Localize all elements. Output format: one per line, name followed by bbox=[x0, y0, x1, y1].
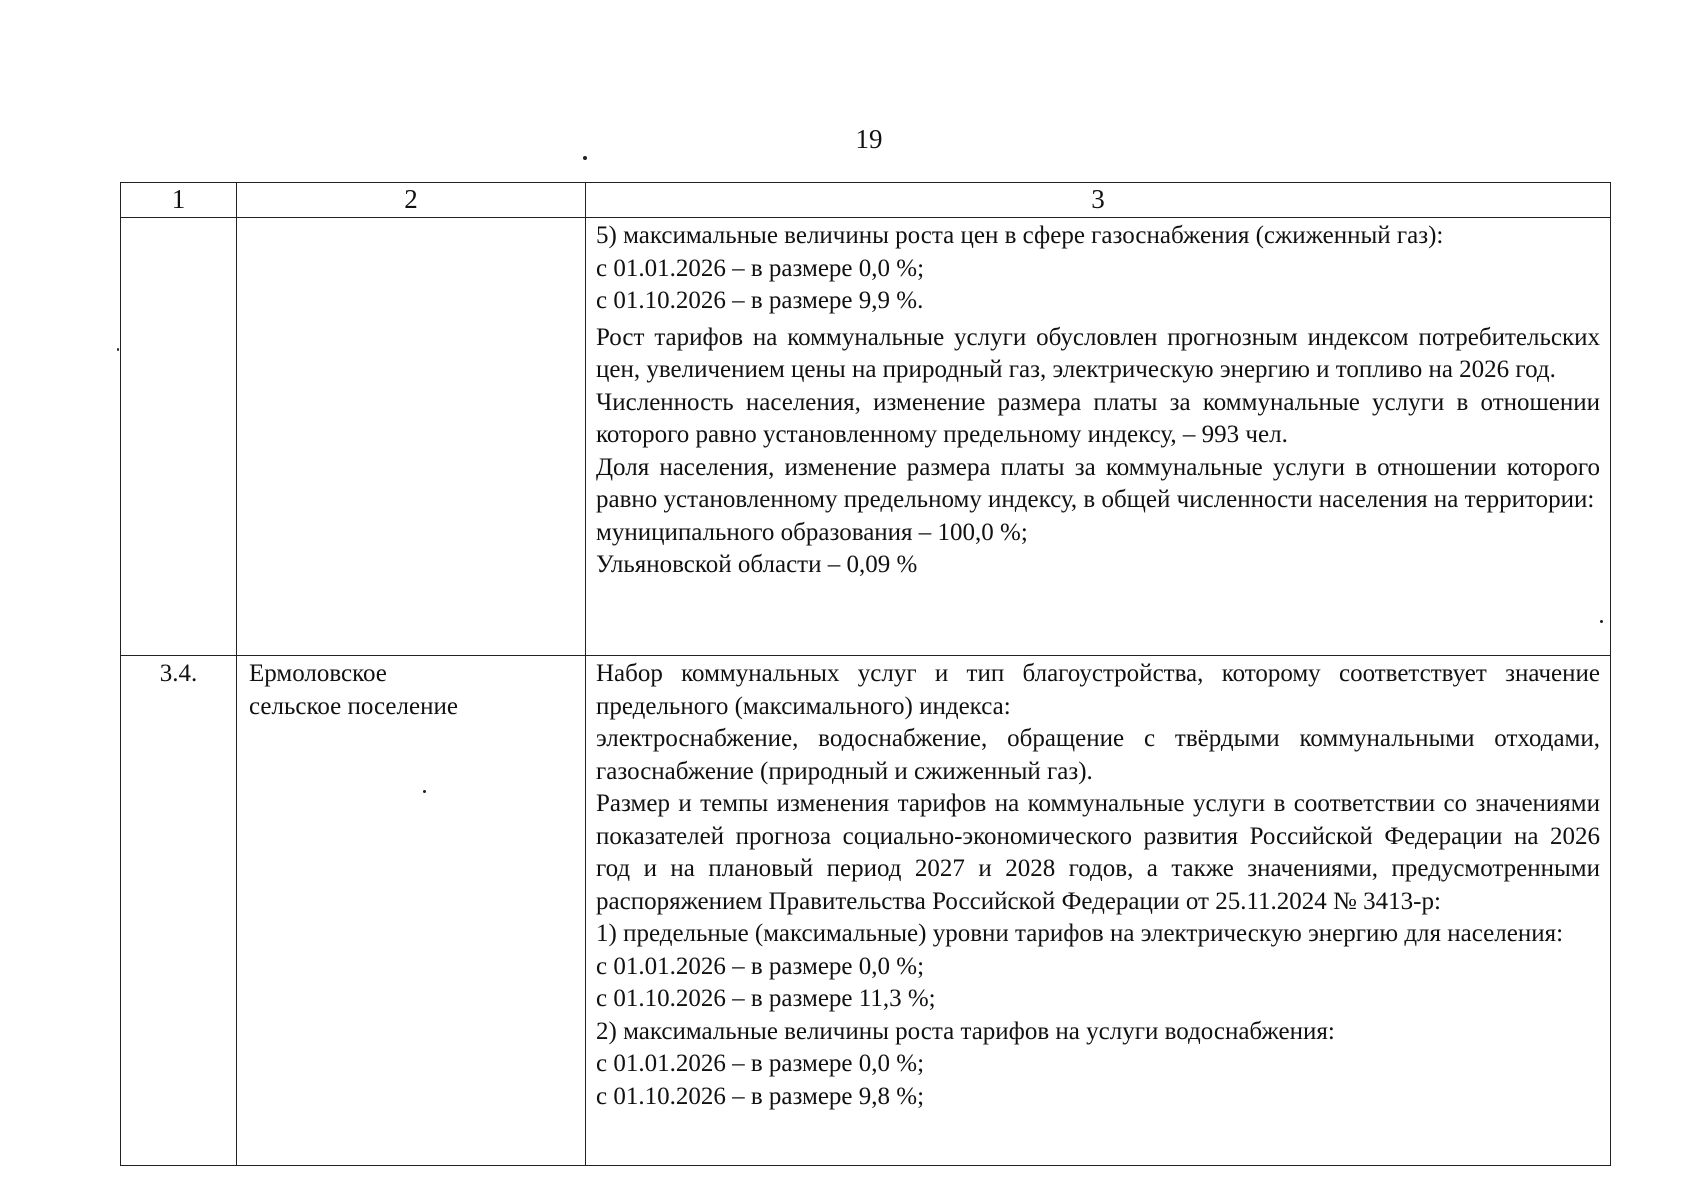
text-paragraph: 1) предельные (максимальные) уровни тарифов на электрическую энергию для населения: bbox=[596, 920, 1564, 947]
column-header-2: 2 bbox=[237, 183, 586, 218]
text-line: муниципального образования – 100,0 %; bbox=[596, 518, 1028, 546]
page-number: 19 bbox=[855, 124, 883, 154]
text-paragraph: Рост тарифов на коммунальные услуги обусловлен прогнозным индексом потребительских цен, увеличением цены на природный газ, электрическую энергию и топливо на 2026 год. bbox=[596, 323, 1600, 383]
text-paragraph: Размер и темпы изменения тарифов на коммунальные услуги в соответствии со значениями показателей прогноза социально-экономического развития Российской Федерации на 2026 год и на плановый период 2027 и 2028 годов, а также значениями, предусмотренными распоряжением Правительства Российской Федерации от 25.11.2024 № 3413-р: bbox=[596, 790, 1600, 915]
text-line: 5) максимальные величины роста цен в сфере газоснабжения (сжиженный газ): bbox=[596, 222, 1444, 249]
text-line: с 01.01.2026 – в размере 0,0 %; bbox=[596, 952, 925, 980]
scan-speck bbox=[117, 348, 119, 351]
text-line: с 01.01.2026 – в размере 0,0 %; bbox=[596, 254, 925, 282]
text-paragraph: Набор коммунальных услуг и тип благоустройства, которому соответствует значение предельного (максимального) индекса: bbox=[596, 660, 1600, 720]
row-name-cell bbox=[237, 218, 586, 656]
text-line: с 01.10.2026 – в размере 11,3 %; bbox=[596, 985, 936, 1012]
settlement-name-line2: сельское поселение bbox=[249, 692, 458, 720]
text-paragraph: Доля населения, изменение размера платы за коммунальные услуги в отношении которого равно установленному предельному индексу, в общей численности населения на территории: bbox=[596, 453, 1600, 513]
row-content-cell bbox=[586, 218, 1611, 656]
table-row-continuation bbox=[121, 218, 1611, 656]
text-line: с 01.10.2026 – в размере 9,9 %. bbox=[596, 287, 924, 314]
table-header-row bbox=[121, 183, 1611, 218]
text-line: с 01.01.2026 – в размере 0,0 %; bbox=[596, 1050, 925, 1077]
row-number-cell: 3.4. bbox=[121, 656, 237, 1166]
settlement-name-line1: Ермоловское bbox=[249, 660, 387, 687]
scan-speck bbox=[583, 156, 587, 160]
text-paragraph: электроснабжение, водоснабжение, обращение с твёрдыми коммунальными отходами, газоснабжение (природный и сжиженный газ). bbox=[596, 725, 1600, 785]
table-row-3-4 bbox=[121, 656, 1611, 1166]
row-content-cell bbox=[586, 656, 1611, 1166]
column-header-3: 3 bbox=[586, 183, 1611, 218]
text-line: с 01.10.2026 – в размере 9,8 %; bbox=[596, 1082, 925, 1110]
data-table bbox=[120, 182, 1611, 1166]
row-name-cell bbox=[237, 656, 586, 1166]
row-number-cell bbox=[121, 218, 237, 656]
text-line: 2) максимальные величины роста тарифов на услуги водоснабжения: bbox=[596, 1017, 1335, 1045]
text-paragraph: Численность населения, изменение размера платы за коммунальные услуги в отношении которого равно установленному предельному индексу, – 993 чел. bbox=[596, 388, 1600, 448]
column-header-1: 1 bbox=[121, 183, 237, 218]
text-line: Ульяновской области – 0,09 % bbox=[596, 551, 918, 578]
